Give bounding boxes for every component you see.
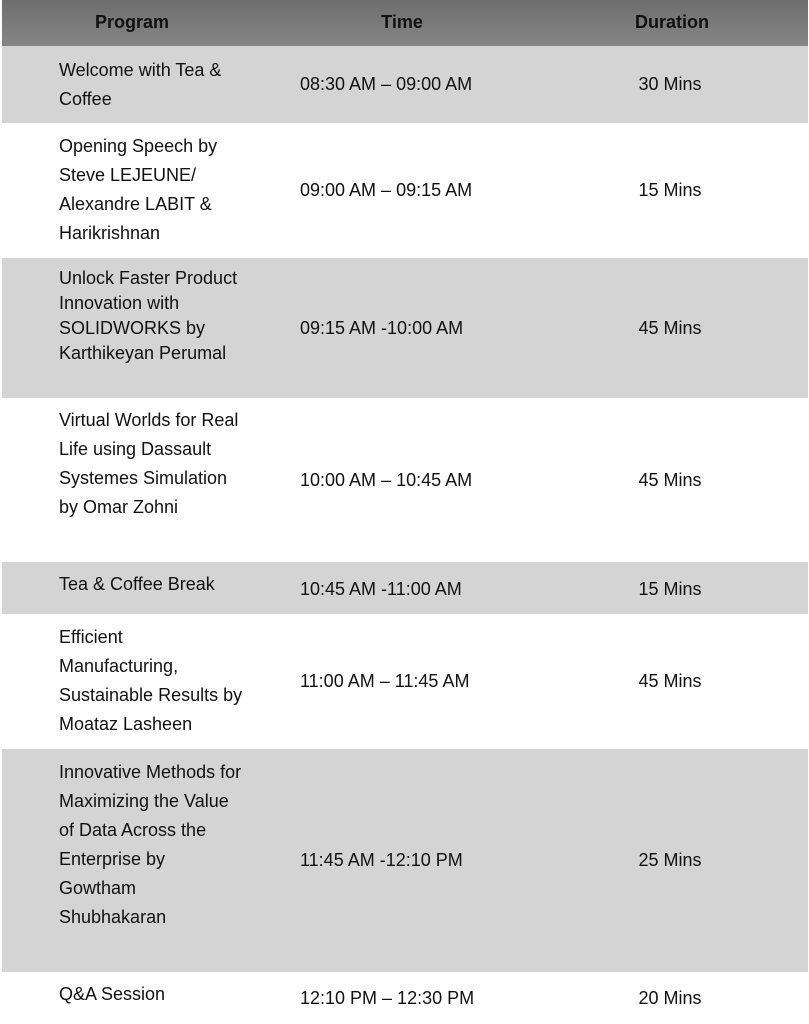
- program-cell: Innovative Methods for Maximizing the Value of Data Across the Enterprise by Gowtham Shubhakaran: [59, 762, 242, 927]
- table-header: [2, 0, 808, 46]
- time-cell: 11:00 AM – 11:45 AM: [300, 671, 470, 691]
- duration-cell: 45 Mins: [638, 317, 702, 338]
- time-cell: 08:30 AM – 09:00 AM: [300, 74, 473, 94]
- duration-cell: 20 Mins: [638, 987, 702, 1008]
- time-cell: 12:10 PM – 12:30 PM: [300, 987, 475, 1008]
- table-row: [2, 258, 808, 398]
- duration-cell: 30 Mins: [638, 74, 702, 94]
- table-row: [2, 562, 808, 614]
- time-cell: 11:45 AM -12:10 PM: [300, 850, 463, 870]
- program-cell: Q&A Session: [59, 984, 166, 1004]
- header-program: Program: [94, 12, 170, 32]
- program-cell: Opening Speech by Steve LEJEUNE/ Alexandre LABIT & Harikrishnan: [59, 136, 218, 243]
- header-time: Time: [381, 12, 423, 32]
- program-cell: Tea & Coffee Break: [59, 574, 215, 594]
- table-row: [2, 749, 808, 972]
- duration-cell: 45 Mins: [638, 469, 702, 490]
- table-row: [2, 972, 808, 1024]
- duration-cell: 15 Mins: [638, 180, 702, 200]
- program-cell: Unlock Faster Product Innovation with SOLIDWORKS by Karthikeyan Perumal: [59, 268, 238, 363]
- table-row: [2, 398, 808, 562]
- program-cell: Virtual Worlds for Real Life using Dassault Systemes Simulation by Omar Zohni: [59, 410, 239, 517]
- header-duration: Duration: [635, 12, 709, 32]
- time-cell: 10:45 AM -11:00 AM: [300, 579, 462, 599]
- time-cell: 10:00 AM – 10:45 AM: [300, 469, 473, 490]
- time-cell: 09:00 AM – 09:15 AM: [300, 180, 473, 200]
- duration-cell: 45 Mins: [638, 671, 702, 691]
- table-row: [2, 46, 808, 123]
- program-cell: Welcome with Tea & Coffee: [59, 60, 222, 109]
- duration-cell: 15 Mins: [638, 579, 702, 599]
- program-cell: Efficient Manufacturing, Sustainable Results by Moataz Lasheen: [59, 627, 243, 734]
- table-row: [2, 614, 808, 749]
- table-row: [2, 123, 808, 258]
- duration-cell: 25 Mins: [638, 850, 702, 870]
- time-cell: 09:15 AM -10:00 AM: [300, 317, 464, 338]
